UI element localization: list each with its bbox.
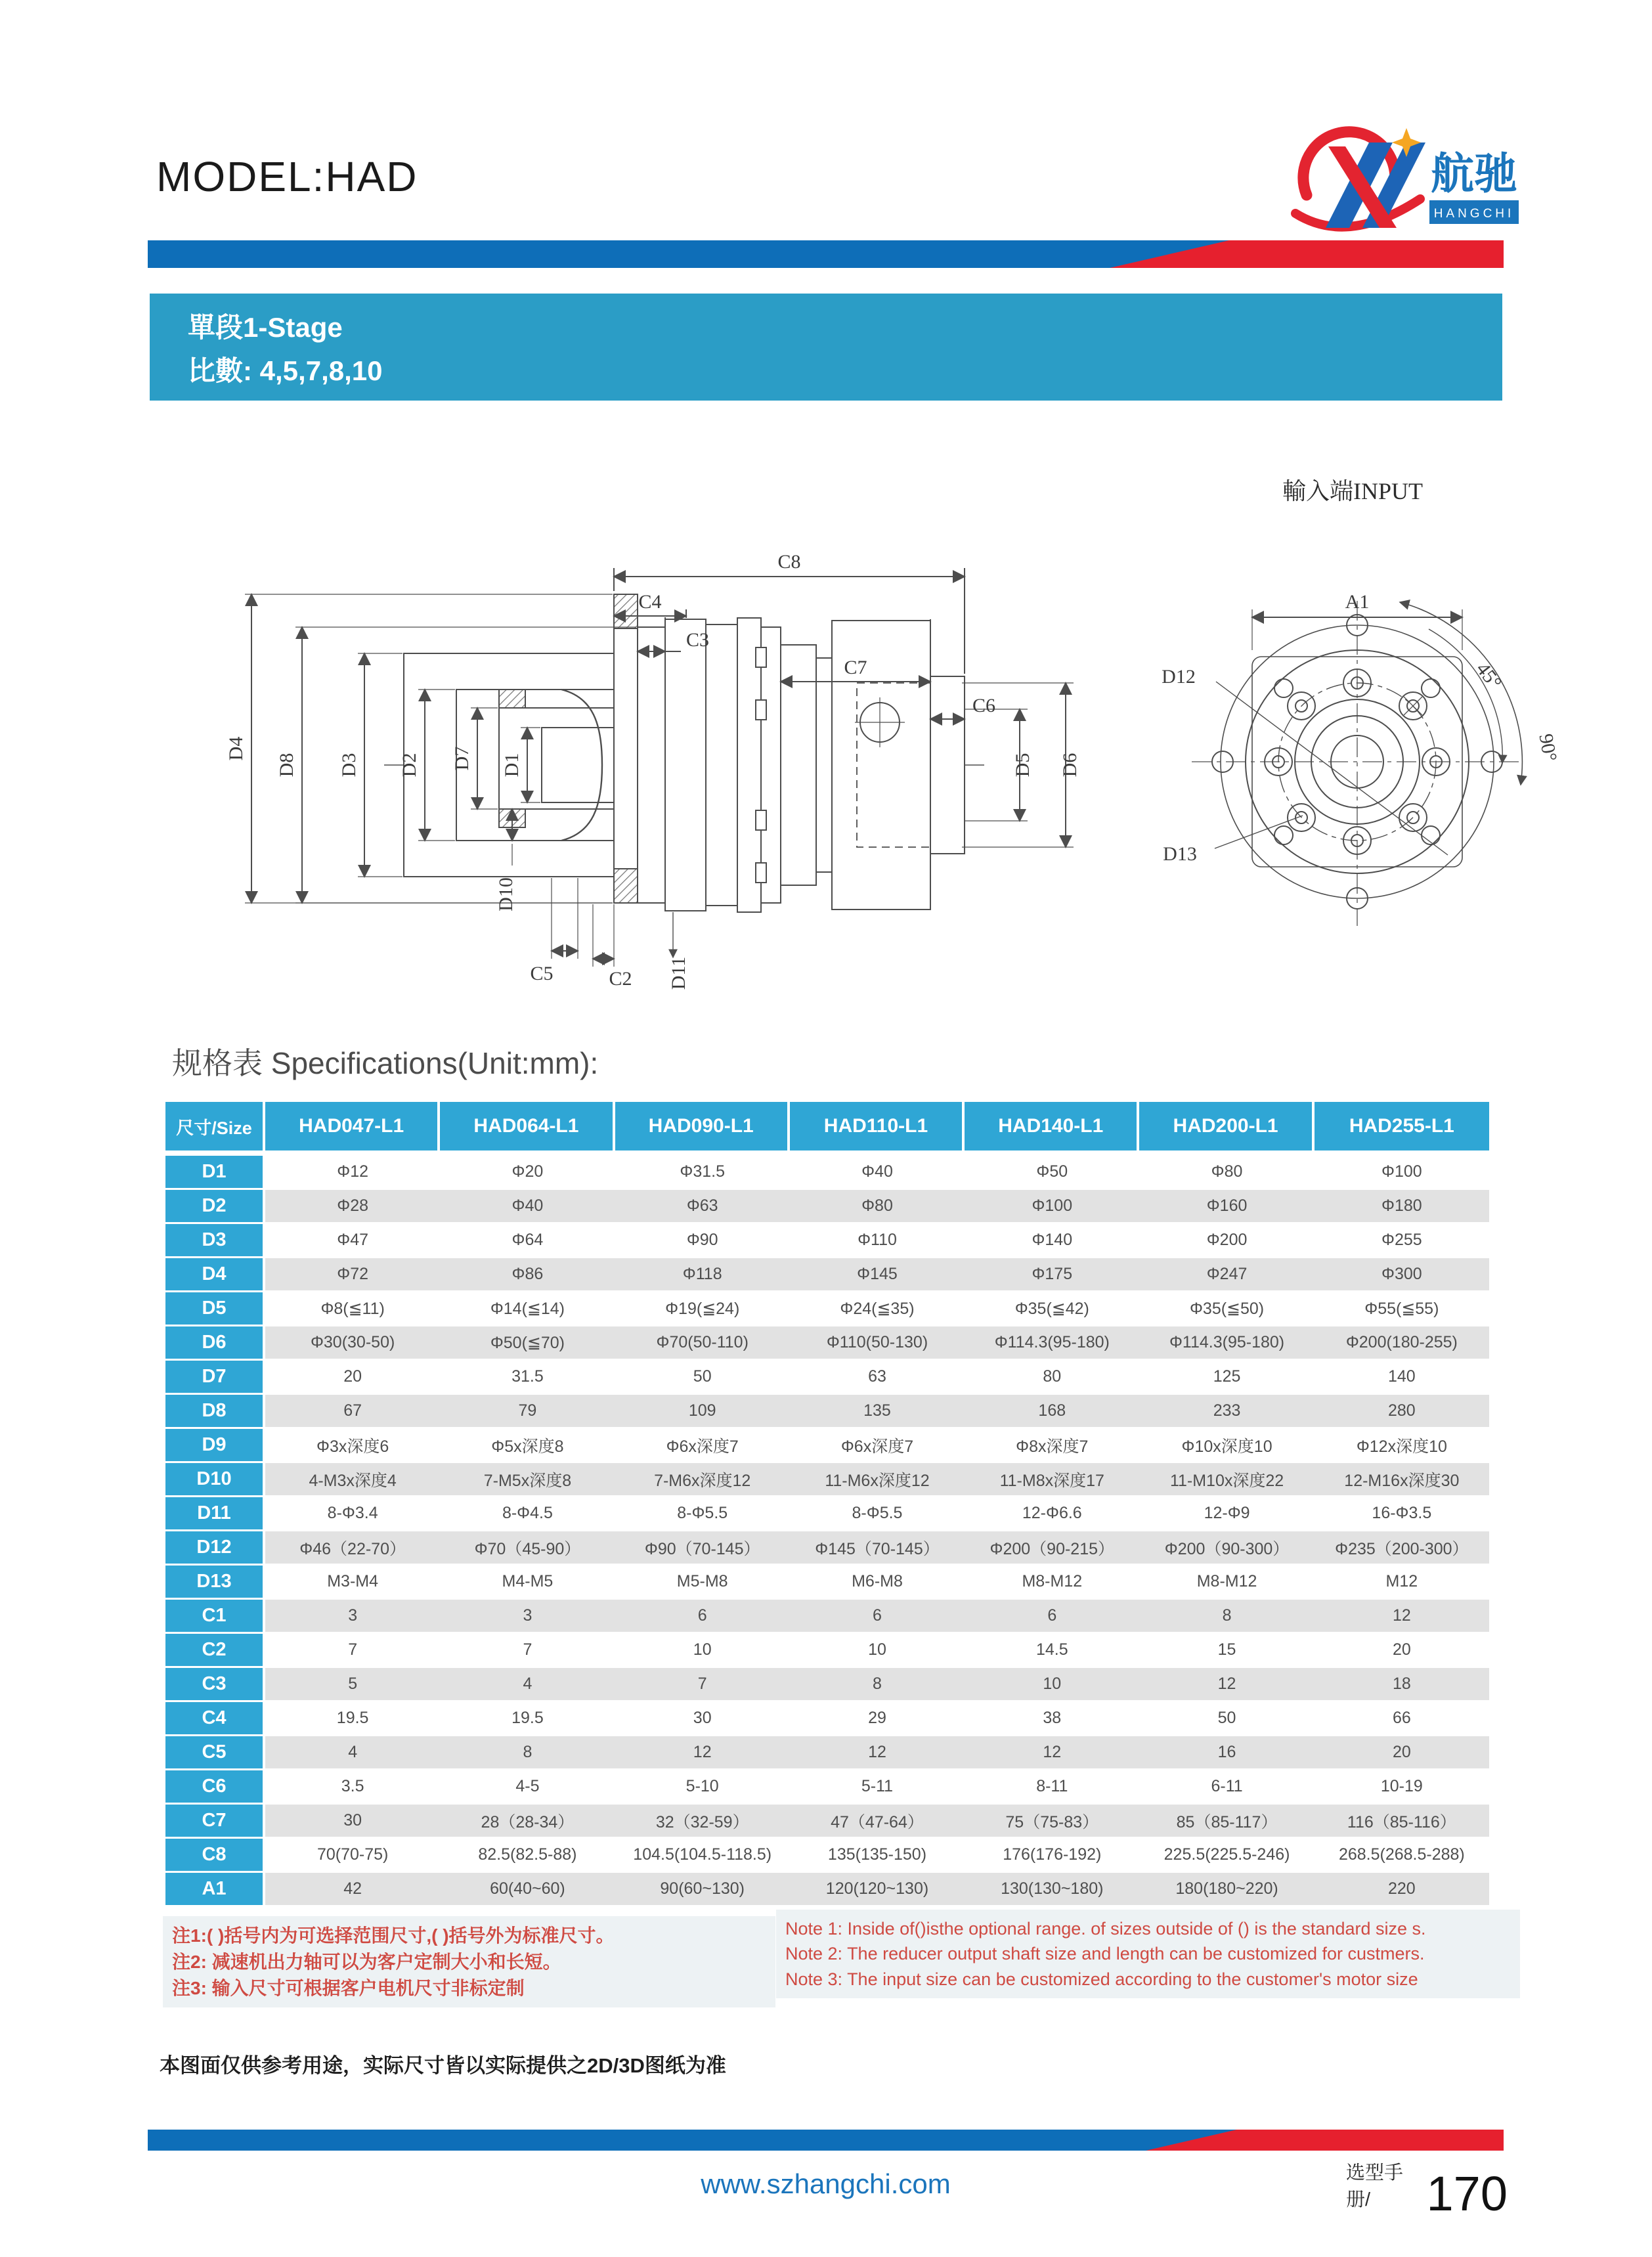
column-header: HAD064-L1 xyxy=(440,1102,615,1150)
table-cell: Φ30(30-50) xyxy=(265,1326,440,1359)
table-cell: 75（75-83） xyxy=(965,1805,1139,1837)
row-label: A1 xyxy=(165,1873,265,1905)
table-cell: 5 xyxy=(265,1668,440,1700)
table-cell: 90(60~130) xyxy=(615,1873,790,1905)
row-label: C2 xyxy=(165,1634,265,1666)
table-cell: Φ114.3(95-180) xyxy=(1139,1326,1314,1359)
table-cell: 8-11 xyxy=(965,1770,1139,1803)
table-cell: M8-M12 xyxy=(1139,1566,1314,1598)
stage-banner xyxy=(150,294,1502,401)
table-cell: 5-10 xyxy=(615,1770,790,1803)
table-row xyxy=(165,1258,1489,1290)
table-cell: Φ50(≦70) xyxy=(440,1326,615,1359)
table-cell: 168 xyxy=(965,1395,1139,1427)
table-cell: Φ110(50-130) xyxy=(790,1326,965,1359)
table-cell: 67 xyxy=(265,1395,440,1427)
table-cell: Φ175 xyxy=(965,1258,1139,1290)
column-header-size: 尺寸/Size xyxy=(165,1102,265,1150)
table-cell: 12 xyxy=(1139,1668,1314,1700)
table-cell: 130(130~180) xyxy=(965,1873,1139,1905)
table-row xyxy=(165,1292,1489,1325)
table-cell: Φ64 xyxy=(440,1224,615,1256)
table-cell: 20 xyxy=(265,1361,440,1393)
divider-red-segment xyxy=(1146,2130,1504,2151)
row-label: D2 xyxy=(165,1190,265,1222)
table-cell: Φ180 xyxy=(1315,1190,1489,1222)
table-cell: 8-Φ3.4 xyxy=(265,1497,440,1529)
table-row xyxy=(165,1839,1489,1871)
table-cell: 12 xyxy=(790,1736,965,1768)
table-cell: 30 xyxy=(265,1805,440,1837)
table-cell: 176(176-192) xyxy=(965,1839,1139,1871)
row-label: D12 xyxy=(165,1531,265,1564)
table-cell: 12 xyxy=(1315,1600,1489,1632)
table-cell: Φ90 xyxy=(615,1224,790,1256)
table-cell: 220 xyxy=(1315,1873,1489,1905)
notes-chinese xyxy=(163,1916,775,2007)
table-cell: 109 xyxy=(615,1395,790,1427)
table-cell: 104.5(104.5-118.5) xyxy=(615,1839,790,1871)
table-row xyxy=(165,1395,1489,1427)
side-view-drawing xyxy=(167,460,1119,992)
input-view-title: 輸入端INPUT xyxy=(1282,478,1423,504)
table-cell: Φ200(180-255) xyxy=(1315,1326,1489,1359)
disclaimer-text: 本图面仅供参考用途，实际尺寸皆以实际提供之2D/3D图纸为准 xyxy=(160,2054,726,2077)
table-cell: Φ300 xyxy=(1315,1258,1489,1290)
table-cell: Φ110 xyxy=(790,1224,965,1256)
column-header: HAD255-L1 xyxy=(1315,1102,1489,1150)
website-link[interactable]: www.szhangchi.com xyxy=(701,2168,951,2199)
table-cell: Φ80 xyxy=(790,1190,965,1222)
table-cell: Φ12x深度10 xyxy=(1315,1429,1489,1461)
footer-divider-bar xyxy=(148,2130,1504,2151)
table-cell: Φ100 xyxy=(965,1190,1139,1222)
table-row xyxy=(165,1429,1489,1461)
table-cell: Φ28 xyxy=(265,1190,440,1222)
row-label: D8 xyxy=(165,1395,265,1427)
table-row xyxy=(165,1156,1489,1188)
table-cell: 12-Φ9 xyxy=(1139,1497,1314,1529)
table-cell: M12 xyxy=(1315,1566,1489,1598)
table-cell: Φ63 xyxy=(615,1190,790,1222)
page-number-box xyxy=(1346,2158,1508,2221)
table-cell: Φ255 xyxy=(1315,1224,1489,1256)
column-header: HAD200-L1 xyxy=(1139,1102,1314,1150)
table-cell: Φ200（90-215） xyxy=(965,1531,1139,1564)
row-label: D7 xyxy=(165,1361,265,1393)
table-row xyxy=(165,1361,1489,1393)
table-cell: 30 xyxy=(615,1702,790,1734)
table-row xyxy=(165,1190,1489,1222)
dim-label-c4: C4 xyxy=(638,591,662,613)
note-en-line: Note 2: The reducer output shaft size and length can be customized for custmers. xyxy=(785,1944,1425,1964)
dim-label-d10: D10 xyxy=(495,877,517,911)
table-cell: 8-Φ5.5 xyxy=(615,1497,790,1529)
dim-label-d4: D4 xyxy=(225,736,247,761)
table-cell: 18 xyxy=(1315,1668,1489,1700)
table-cell: 10-19 xyxy=(1315,1770,1489,1803)
row-label: C1 xyxy=(165,1600,265,1632)
table-cell: Φ140 xyxy=(965,1224,1139,1256)
table-cell: M8-M12 xyxy=(965,1566,1139,1598)
table-cell: 12-M16x深度30 xyxy=(1315,1463,1489,1495)
table-cell: 12-Φ6.6 xyxy=(965,1497,1139,1529)
note-cn-line: 注3: 输入尺寸可根据客户电机尺寸非标定制 xyxy=(172,1977,525,1998)
table-cell: 12 xyxy=(615,1736,790,1768)
table-cell: 20 xyxy=(1315,1634,1489,1666)
table-cell: Φ235（200-300） xyxy=(1315,1531,1489,1564)
table-cell: 16-Φ3.5 xyxy=(1315,1497,1489,1529)
row-label: D3 xyxy=(165,1224,265,1256)
table-cell: 6 xyxy=(615,1600,790,1632)
table-cell: Φ70（45-90） xyxy=(440,1531,615,1564)
logo-cn-text: 航驰 xyxy=(1431,149,1517,198)
table-cell: 135 xyxy=(790,1395,965,1427)
table-cell: 3 xyxy=(440,1600,615,1632)
row-label: C5 xyxy=(165,1736,265,1768)
table-cell: 7 xyxy=(440,1634,615,1666)
dim-label-d11: D11 xyxy=(668,956,689,990)
table-cell: Φ40 xyxy=(790,1156,965,1188)
table-cell: Φ160 xyxy=(1139,1190,1314,1222)
row-label: D13 xyxy=(165,1566,265,1598)
table-row xyxy=(165,1736,1489,1768)
table-cell: Φ46（22-70） xyxy=(265,1531,440,1564)
dim-label-d2: D2 xyxy=(399,753,420,778)
table-cell: 11-M10x深度22 xyxy=(1139,1463,1314,1495)
table-cell: Φ20 xyxy=(440,1156,615,1188)
table-cell: 116（85-116） xyxy=(1315,1805,1489,1837)
table-cell: Φ100 xyxy=(1315,1156,1489,1188)
table-cell: 7 xyxy=(615,1668,790,1700)
table-cell: 11-M8x深度17 xyxy=(965,1463,1139,1495)
specs-title: 规格表 Specifications(Unit:mm): xyxy=(172,1046,599,1080)
dim-label-d6: D6 xyxy=(1059,753,1081,778)
table-cell: 140 xyxy=(1315,1361,1489,1393)
table-cell: 125 xyxy=(1139,1361,1314,1393)
table-cell: 8 xyxy=(790,1668,965,1700)
table-row xyxy=(165,1873,1489,1905)
table-cell: 85（85-117） xyxy=(1139,1805,1314,1837)
table-cell: 268.5(268.5-288) xyxy=(1315,1839,1489,1871)
table-cell: Φ90（70-145） xyxy=(615,1531,790,1564)
table-cell: Φ80 xyxy=(1139,1156,1314,1188)
table-cell: 3 xyxy=(265,1600,440,1632)
table-cell: 7-M6x深度12 xyxy=(615,1463,790,1495)
table-row xyxy=(165,1600,1489,1632)
table-cell: 19.5 xyxy=(440,1702,615,1734)
table-cell: 29 xyxy=(790,1702,965,1734)
stage-banner-line1: 單段1-Stage xyxy=(188,311,343,343)
table-cell: 79 xyxy=(440,1395,615,1427)
table-cell: 225.5(225.5-246) xyxy=(1139,1839,1314,1871)
dim-label-c5: C5 xyxy=(530,963,554,984)
divider-red-segment xyxy=(1110,240,1504,268)
table-cell: Φ200（90-300） xyxy=(1139,1531,1314,1564)
table-cell: 233 xyxy=(1139,1395,1314,1427)
table-row xyxy=(165,1326,1489,1359)
table-cell: 6 xyxy=(965,1600,1139,1632)
table-cell: Φ5x深度8 xyxy=(440,1429,615,1461)
table-cell: Φ35(≦50) xyxy=(1139,1292,1314,1325)
table-row xyxy=(165,1668,1489,1700)
table-cell: 5-11 xyxy=(790,1770,965,1803)
notes-english xyxy=(776,1910,1520,1998)
table-cell: 4 xyxy=(265,1736,440,1768)
table-row xyxy=(165,1634,1489,1666)
table-cell: 20 xyxy=(1315,1736,1489,1768)
table-cell: 6 xyxy=(790,1600,965,1632)
dim-label-c8: C8 xyxy=(777,551,801,573)
table-cell: 66 xyxy=(1315,1702,1489,1734)
table-cell: 12 xyxy=(965,1736,1139,1768)
header-divider-bar xyxy=(148,240,1504,268)
dim-label-d1: D1 xyxy=(501,753,523,778)
row-label: D4 xyxy=(165,1258,265,1290)
dim-label-a1: A1 xyxy=(1345,591,1370,613)
table-cell: 42 xyxy=(265,1873,440,1905)
table-cell: 16 xyxy=(1139,1736,1314,1768)
table-cell: 3.5 xyxy=(265,1770,440,1803)
table-cell: Φ14(≦14) xyxy=(440,1292,615,1325)
table-cell: 10 xyxy=(615,1634,790,1666)
dim-label-90deg: 90° xyxy=(1534,732,1561,763)
page-number: 170 xyxy=(1426,2166,1508,2221)
table-cell: 8 xyxy=(440,1736,615,1768)
table-cell: 4-M3x深度4 xyxy=(265,1463,440,1495)
row-label: C3 xyxy=(165,1668,265,1700)
table-row xyxy=(165,1566,1489,1598)
table-cell: 10 xyxy=(790,1634,965,1666)
table-row xyxy=(165,1463,1489,1495)
dim-label-d12: D12 xyxy=(1162,666,1196,688)
table-cell: 11-M6x深度12 xyxy=(790,1463,965,1495)
page-number-label: 选型手册/ xyxy=(1346,2162,1404,2210)
table-cell: 60(40~60) xyxy=(440,1873,615,1905)
table-cell: 7 xyxy=(265,1634,440,1666)
table-cell: 50 xyxy=(615,1361,790,1393)
table-cell: 63 xyxy=(790,1361,965,1393)
row-label: D10 xyxy=(165,1463,265,1495)
table-cell: Φ10x深度10 xyxy=(1139,1429,1314,1461)
table-cell: 8-Φ5.5 xyxy=(790,1497,965,1529)
table-cell: Φ72 xyxy=(265,1258,440,1290)
table-cell: M4-M5 xyxy=(440,1566,615,1598)
row-label: D5 xyxy=(165,1292,265,1325)
table-cell: M5-M8 xyxy=(615,1566,790,1598)
stage-banner-line2: 比數: 4,5,7,8,10 xyxy=(188,355,383,386)
row-label: C4 xyxy=(165,1702,265,1734)
row-label: D6 xyxy=(165,1326,265,1359)
input-view-drawing xyxy=(1116,453,1628,978)
table-row xyxy=(165,1702,1489,1734)
table-cell: 4 xyxy=(440,1668,615,1700)
note-en-line: Note 3: The input size can be customized according to the customer's motor size xyxy=(785,1969,1418,1989)
row-label: C7 xyxy=(165,1805,265,1837)
table-cell: 180(180~220) xyxy=(1139,1873,1314,1905)
table-cell: 28（28-34） xyxy=(440,1805,615,1837)
table-cell: 70(70-75) xyxy=(265,1839,440,1871)
column-header: HAD140-L1 xyxy=(965,1102,1139,1150)
table-row xyxy=(165,1497,1489,1529)
spec-table xyxy=(165,1102,1489,1905)
table-cell: 135(135-150) xyxy=(790,1839,965,1871)
dim-label-c2: C2 xyxy=(609,968,632,990)
row-label: D9 xyxy=(165,1429,265,1461)
dim-label-d13: D13 xyxy=(1163,843,1197,865)
dim-label-d3: D3 xyxy=(338,753,360,778)
table-cell: Φ247 xyxy=(1139,1258,1314,1290)
table-cell: 8 xyxy=(1139,1600,1314,1632)
table-cell: Φ40 xyxy=(440,1190,615,1222)
dim-label-45deg: 45° xyxy=(1471,658,1506,693)
table-cell: 6-11 xyxy=(1139,1770,1314,1803)
table-cell: Φ31.5 xyxy=(615,1156,790,1188)
table-cell: Φ3x深度6 xyxy=(265,1429,440,1461)
row-label: C6 xyxy=(165,1770,265,1803)
dim-label-d5: D5 xyxy=(1012,753,1033,778)
dim-label-c3: C3 xyxy=(686,629,710,651)
table-row xyxy=(165,1531,1489,1564)
note-cn-line: 注2: 减速机出力轴可以为客户定制大小和长短。 xyxy=(172,1951,561,1972)
table-cell: Φ50 xyxy=(965,1156,1139,1188)
table-cell: M3-M4 xyxy=(265,1566,440,1598)
table-cell: 38 xyxy=(965,1702,1139,1734)
table-cell: 4-5 xyxy=(440,1770,615,1803)
table-cell: Φ114.3(95-180) xyxy=(965,1326,1139,1359)
table-row xyxy=(165,1224,1489,1256)
table-cell: Φ8x深度7 xyxy=(965,1429,1139,1461)
table-cell: Φ70(50-110) xyxy=(615,1326,790,1359)
table-cell: 82.5(82.5-88) xyxy=(440,1839,615,1871)
table-cell: Φ35(≦42) xyxy=(965,1292,1139,1325)
table-cell: 8-Φ4.5 xyxy=(440,1497,615,1529)
table-cell: 280 xyxy=(1315,1395,1489,1427)
column-header: HAD047-L1 xyxy=(265,1102,440,1150)
table-cell: 47（47-64） xyxy=(790,1805,965,1837)
column-header: HAD090-L1 xyxy=(615,1102,790,1150)
table-cell: Φ118 xyxy=(615,1258,790,1290)
note-cn-line: 注1:( )括号内为可选择范围尺寸,( )括号外为标准尺寸。 xyxy=(172,1925,615,1946)
table-cell: Φ6x深度7 xyxy=(790,1429,965,1461)
logo-en-text: HANGCHI xyxy=(1433,207,1515,221)
table-cell: Φ19(≦24) xyxy=(615,1292,790,1325)
table-cell: 10 xyxy=(965,1668,1139,1700)
page-title: MODEL:HAD xyxy=(156,153,418,200)
table-cell: Φ12 xyxy=(265,1156,440,1188)
dim-label-d8: D8 xyxy=(276,753,297,778)
column-header: HAD110-L1 xyxy=(790,1102,965,1150)
table-cell: Φ86 xyxy=(440,1258,615,1290)
table-cell: Φ145（70-145） xyxy=(790,1531,965,1564)
table-cell: 7-M5x深度8 xyxy=(440,1463,615,1495)
table-cell: Φ200 xyxy=(1139,1224,1314,1256)
table-cell: Φ8(≦11) xyxy=(265,1292,440,1325)
table-cell: 32（32-59） xyxy=(615,1805,790,1837)
table-cell: 14.5 xyxy=(965,1634,1139,1666)
row-label: C8 xyxy=(165,1839,265,1871)
table-cell: Φ145 xyxy=(790,1258,965,1290)
table-row xyxy=(165,1805,1489,1837)
table-cell: M6-M8 xyxy=(790,1566,965,1598)
dim-label-d7: D7 xyxy=(451,746,473,771)
dim-label-c6: C6 xyxy=(972,695,996,716)
row-label: D1 xyxy=(165,1156,265,1188)
dim-label-c7: C7 xyxy=(844,657,867,678)
table-cell: Φ47 xyxy=(265,1224,440,1256)
table-cell: 15 xyxy=(1139,1634,1314,1666)
table-cell: 31.5 xyxy=(440,1361,615,1393)
table-cell: Φ6x深度7 xyxy=(615,1429,790,1461)
table-cell: Φ55(≦55) xyxy=(1315,1292,1489,1325)
table-cell: 80 xyxy=(965,1361,1139,1393)
note-en-line: Note 1: Inside of()isthe optional range. of sizes outside of () is the standard size s. xyxy=(785,1919,1426,1939)
table-cell: 19.5 xyxy=(265,1702,440,1734)
company-logo xyxy=(1271,121,1523,250)
row-label: D11 xyxy=(165,1497,265,1529)
table-cell: Φ24(≦35) xyxy=(790,1292,965,1325)
table-row xyxy=(165,1770,1489,1803)
table-cell: 50 xyxy=(1139,1702,1314,1734)
table-cell: 120(120~130) xyxy=(790,1873,965,1905)
table-header-row xyxy=(165,1102,1489,1150)
